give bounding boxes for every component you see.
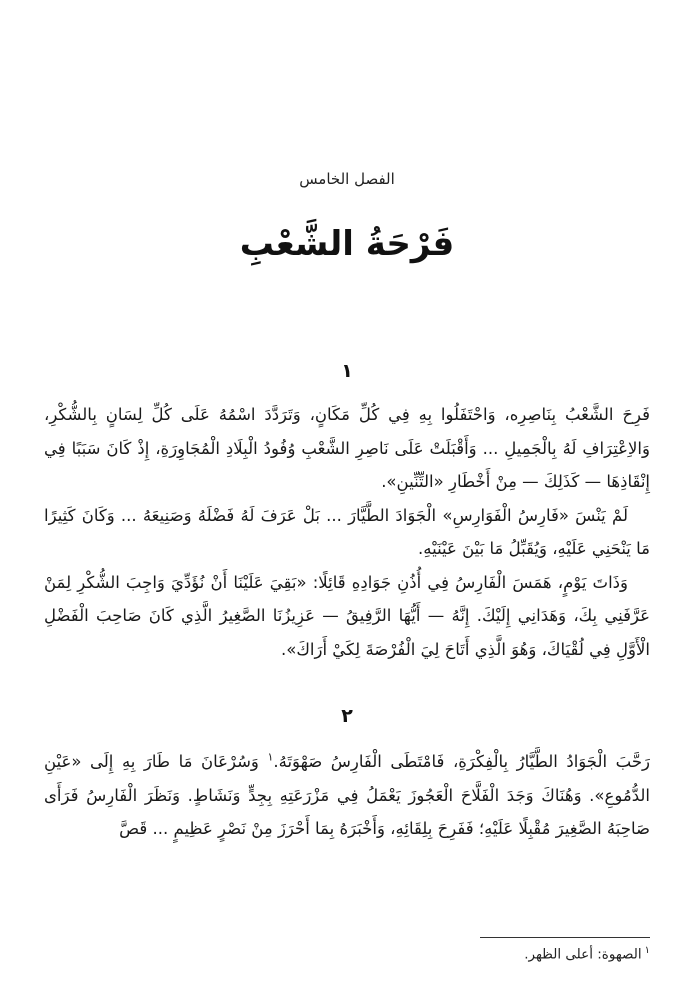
paragraph: لَمْ يَنْسَ «فَارِسُ الْفَوَارِسِ» الْجَوَادَ الطَّيَّارَ ... بَلْ عَرَفَ لَهُ فَضْلَهُ وَصَنِيعَهُ ... وَكَانَ كَثِيرًا مَا يَنْحَنِي عَلَيْهِ، وَيُقَبِّلُ مَا بَيْنَ عَيْنَيْهِ. [44,505,650,558]
paragraph-text: رَحَّبَ الْجَوَادُ الطَّيَّارُ بِالْفِكْرَةِ، فَامْتَطَى الْفَارِسُ صَهْوَتَهُ. [273,752,650,771]
section-number: ١ [341,360,353,382]
chapter-title: فَرْحَةُ الشَّعْبِ [239,224,455,264]
section-1-text [44,398,650,666]
section-2-text [44,745,650,846]
footnote-mark: ١ [644,945,650,956]
footnote-divider [480,937,650,938]
chapter-label: الفصل الخامس [299,170,395,188]
section-number: ٢ [341,705,353,727]
footnote [250,945,650,963]
paragraph [44,745,650,846]
paragraph: فَرِحَ الشَّعْبُ بِنَاصِرِه، وَاحْتَفَلُوا بِهِ فِي كُلِّ مَكَانٍ، وَتَرَدَّدَ اسْمُهُ عَلَى كُلِّ لِسَانٍ بِالشُّكْرِ، وَالاِعْتِرَافِ لَهُ بِالْجَمِيلِ ... وَأَقْبَلَتْ عَلَى نَاصِرِ الشَّعْبِ وُفُودُ الْبِلَادِ الْمُجَاوِرَةِ، إِذْ كَانَ سَبَبًا فِي إِنْقَاذِهَا — كَذَلِكَ — مِنْ أَخْطَارِ «التِّنِّينِ». [44,405,650,491]
paragraph: وَذَاتَ يَوْمٍ، هَمَسَ الْفَارِسُ فِي أُذُنِ جَوَادِهِ قَائِلًا: «بَقِيَ عَلَيْنَا أَنْ نُؤَدِّيَ وَاجِبَ الشُّكْرِ لِمَنْ عَرَّفَنِي بِكَ، وَهَدَانِي إِلَيْكَ. إِنَّهُ — أَيُّهَا الرَّفِيقُ — عَزِيزُنَا الصَّغِيرُ الَّذِي كَانَ صَاحِبَ الْفَضْلِ الْأَوَّلِ فِي لُقْيَاكَ، وَهُوَ الَّذِي أَتَاحَ لِيَ الْفُرْصَةَ لِكَيْ أَرَاكَ». [44,572,650,659]
footnote-reference[interactable]: ١ [267,750,274,764]
footnote-text: الصهوة: أعلى الظهر. [524,946,642,963]
paragraph-text: وَسُرْعَانَ مَا طَارَ بِهِ إِلَى «عَيْنِ الدُّمُوعِ». وَهُنَاكَ وَجَدَ الْفَلَّاحَ الْعَجُوزَ يَعْمَلُ فِي مَزْرَعَتِهِ بِجِدٍّ وَنَشَاطٍ. وَنَظَرَ الْفَارِسُ فَرَأَى صَاحِبَهُ الصَّغِيرَ مُقْبِلًا عَلَيْهِ؛ فَفَرِحَ بِلِقَائِهِ، وَأَخْبَرَهُ بِمَا أَحْرَزَ مِنْ نَصْرٍ عَظِيمٍ ... قَصَّ [44,752,650,838]
